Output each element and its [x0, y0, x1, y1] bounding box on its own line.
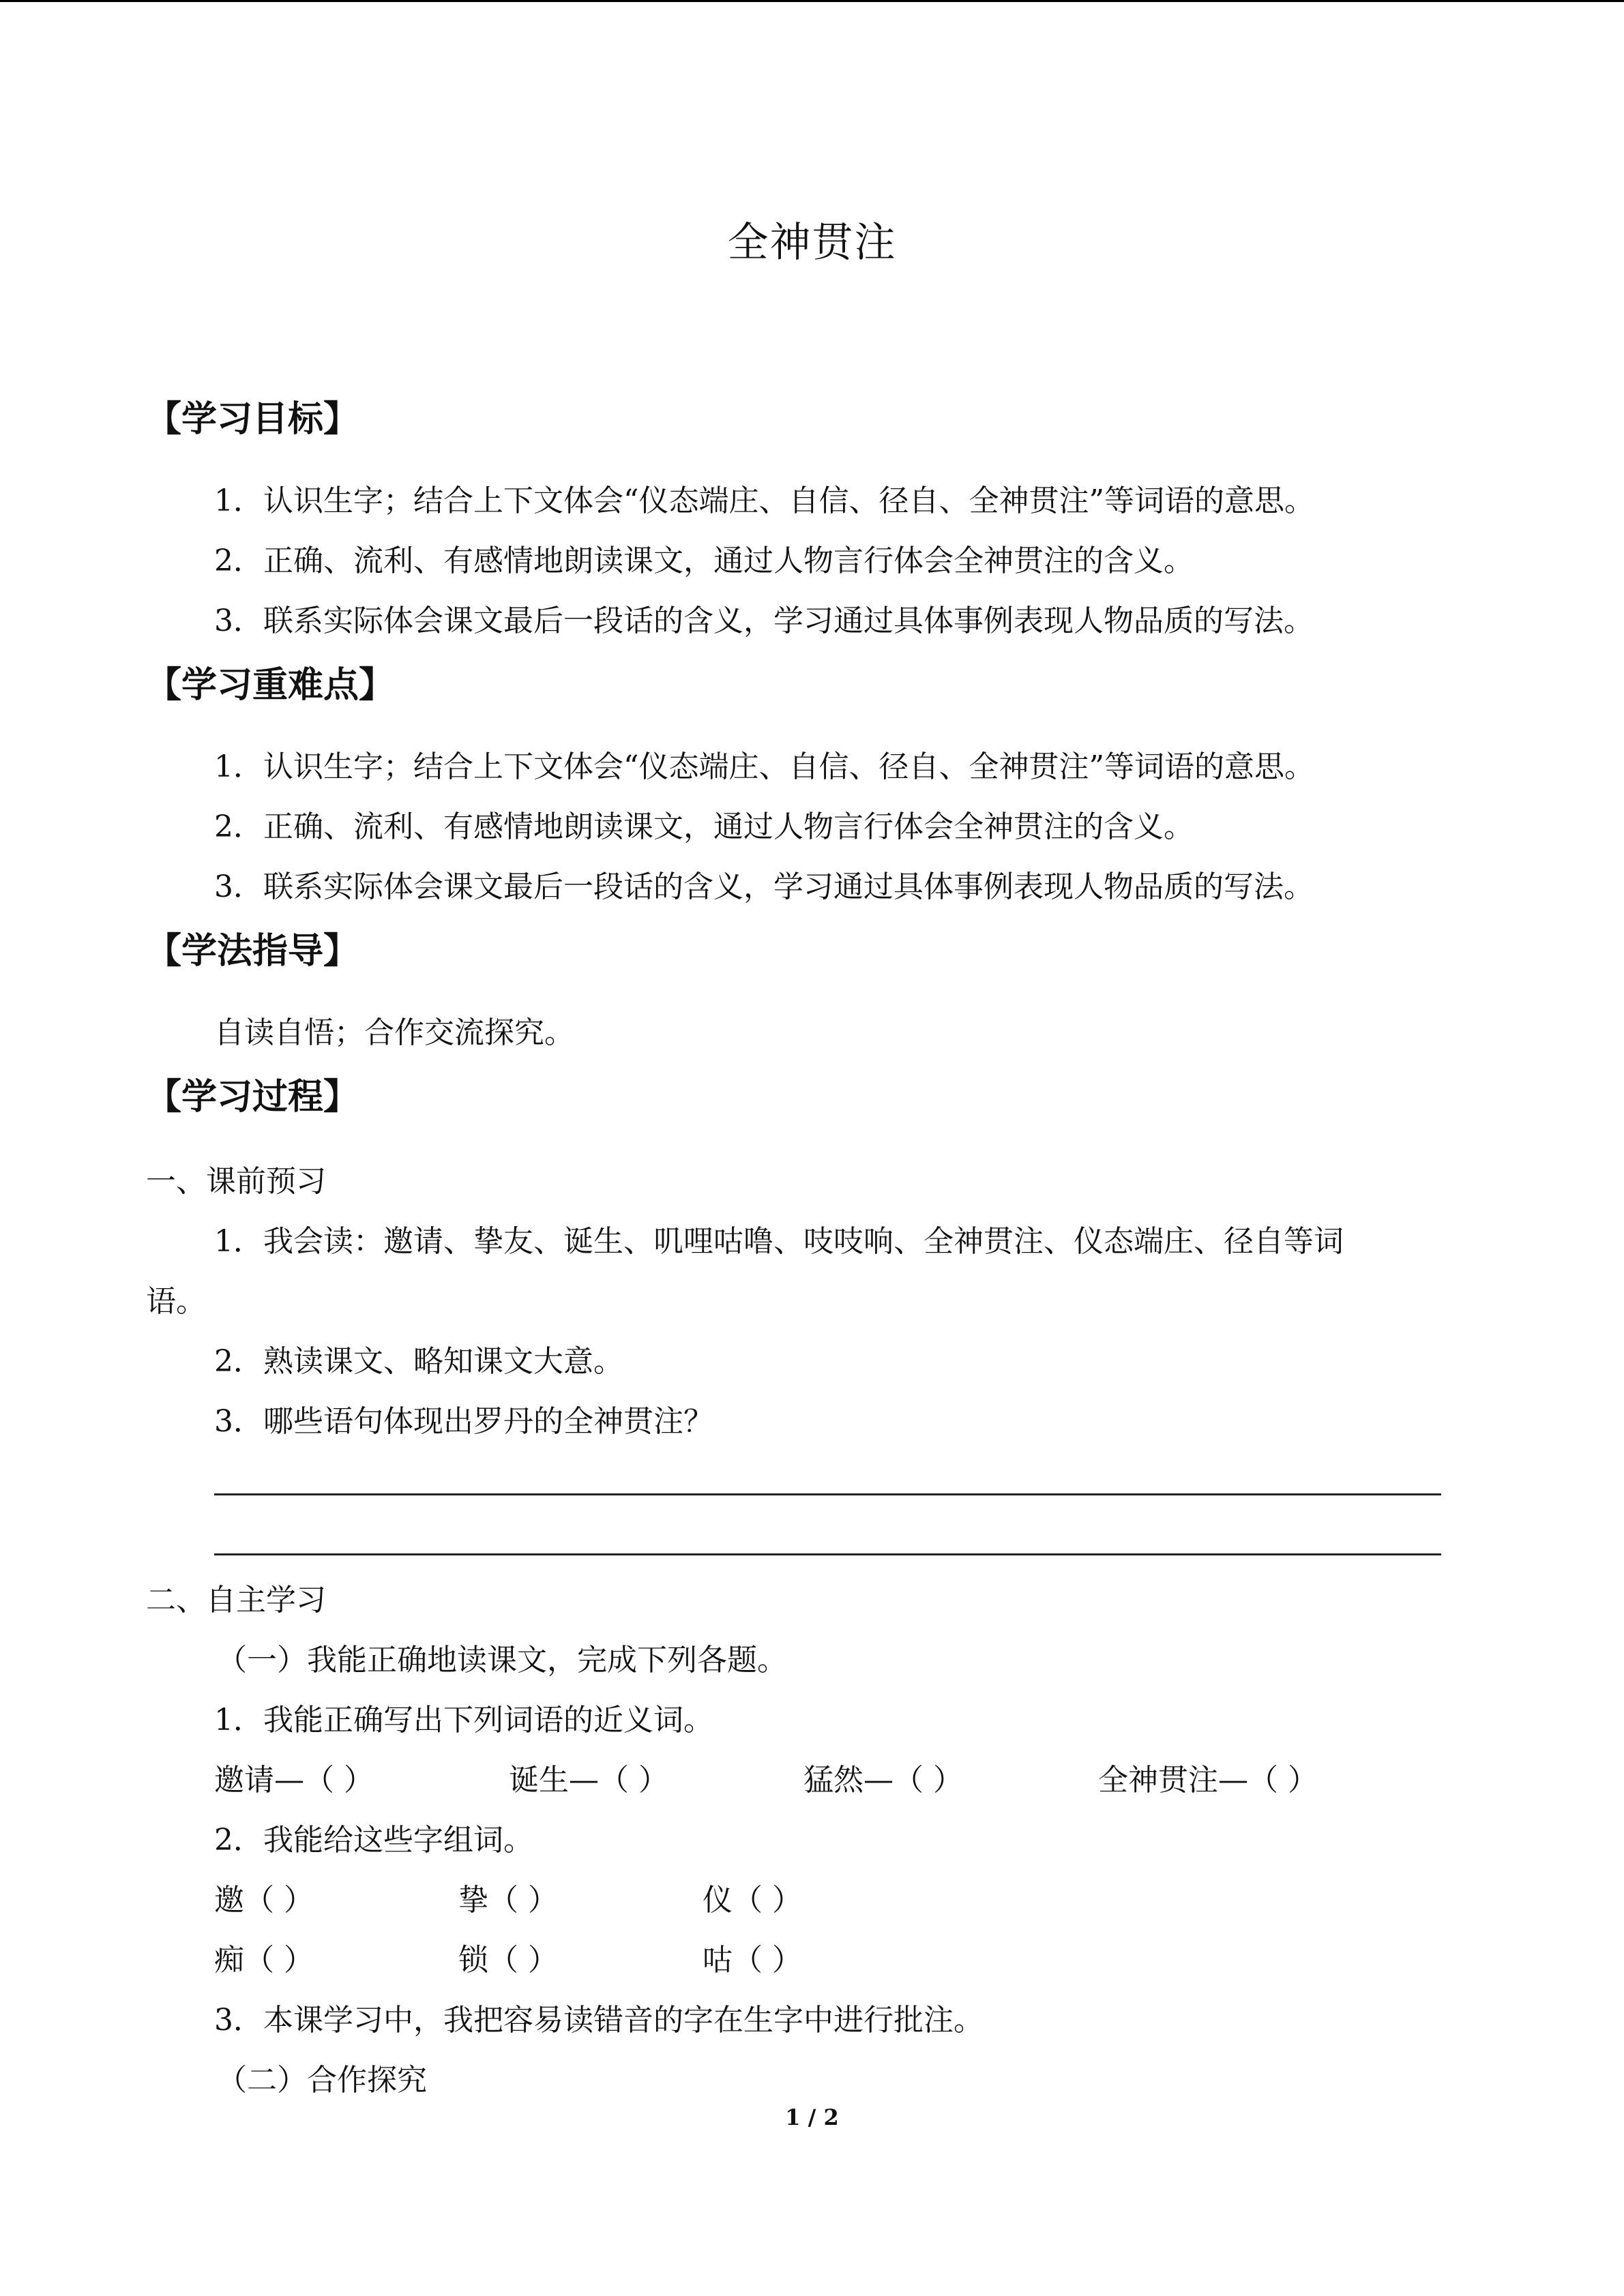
heading-method: 【学法指导】 — [146, 931, 359, 972]
synonym-blank[interactable]: —（ ） — [1218, 1763, 1318, 1798]
synonym-blank[interactable]: —（ ） — [274, 1763, 374, 1798]
method-text: 自读自悟；合作交流探究。 — [214, 1015, 574, 1050]
part2-sub1: （一）我能正确地读课文，完成下列各题。 — [217, 1643, 787, 1678]
part1-item2: 2．熟读课文、略知课文大意。 — [214, 1344, 623, 1379]
char-blank[interactable]: （ ） — [733, 1943, 802, 1978]
char-item — [214, 1875, 314, 1919]
synonym-word: 邀请 — [214, 1763, 274, 1798]
char-label: 咕 — [703, 1943, 733, 1978]
part2-title: 二、自主学习 — [146, 1583, 326, 1617]
char-item — [458, 1935, 558, 1979]
page-title: 全神贯注 — [727, 219, 897, 267]
synonym-item — [1098, 1755, 1318, 1799]
part1-item1-line1: 1．我会读：邀请、挚友、诞生、叽哩咕噜、吱吱响、全神贯注、仪态端庄、径自等词 — [214, 1224, 1344, 1259]
part1-item3: 3．哪些语句体现出罗丹的全神贯注？ — [214, 1404, 713, 1439]
part2-q2: 2．我能给这些字组词。 — [214, 1823, 533, 1858]
synonym-word: 猛然 — [803, 1763, 863, 1798]
heading-key-points: 【学习重难点】 — [146, 665, 395, 706]
part1-item1-line2: 语。 — [146, 1284, 206, 1319]
key-point-item-2: 2．正确、流利、有感情地朗读课文，通过人物言行体会全神贯注的含义。 — [214, 809, 1194, 844]
objective-item-3: 3．联系实际体会课文最后一段话的含义，学习通过具体事例表现人物品质的写法。 — [214, 603, 1314, 638]
synonym-word: 全神贯注 — [1098, 1763, 1218, 1798]
char-label: 仪 — [703, 1883, 733, 1918]
heading-process: 【学习过程】 — [146, 1077, 359, 1118]
synonym-word: 诞生 — [509, 1763, 569, 1798]
key-point-item-3: 3．联系实际体会课文最后一段话的含义，学习通过具体事例表现人物品质的写法。 — [214, 869, 1314, 904]
heading-objectives: 【学习目标】 — [146, 399, 359, 440]
part2-q3: 3．本课学习中，我把容易读错音的字在生字中进行批注。 — [214, 2003, 984, 2038]
char-label: 邀 — [214, 1883, 244, 1918]
synonym-blank[interactable]: —（ ） — [863, 1763, 963, 1798]
char-blank[interactable]: （ ） — [244, 1943, 314, 1978]
answer-line-1[interactable] — [214, 1493, 1441, 1495]
char-item — [458, 1875, 558, 1919]
char-blank[interactable]: （ ） — [488, 1943, 558, 1978]
char-label: 挚 — [458, 1883, 488, 1918]
char-item — [703, 1875, 802, 1919]
key-point-item-1: 1．认识生字；结合上下文体会“仪态端庄、自信、径自、全神贯注”等词语的意思。 — [214, 749, 1314, 784]
objective-item-1: 1．认识生字；结合上下文体会“仪态端庄、自信、径自、全神贯注”等词语的意思。 — [214, 483, 1314, 518]
synonym-blank[interactable]: —（ ） — [569, 1763, 668, 1798]
synonym-item — [803, 1755, 963, 1799]
top-border — [0, 0, 1624, 2]
char-item — [703, 1935, 802, 1979]
char-label: 锁 — [458, 1943, 488, 1978]
char-label: 痴 — [214, 1943, 244, 1978]
char-blank[interactable]: （ ） — [244, 1883, 314, 1918]
answer-line-2[interactable] — [214, 1553, 1441, 1555]
char-item — [214, 1935, 314, 1979]
objective-item-2: 2．正确、流利、有感情地朗读课文，通过人物言行体会全神贯注的含义。 — [214, 543, 1194, 578]
char-blank[interactable]: （ ） — [733, 1883, 802, 1918]
page-number: 1 / 2 — [785, 2104, 839, 2130]
part2-q1: 1．我能正确写出下列词语的近义词。 — [214, 1703, 713, 1738]
part1-title: 一、课前预习 — [146, 1164, 326, 1199]
synonym-item — [214, 1755, 374, 1799]
part2-sub2: （二）合作探究 — [217, 2063, 427, 2098]
synonym-item — [509, 1755, 668, 1799]
char-blank[interactable]: （ ） — [488, 1883, 558, 1918]
